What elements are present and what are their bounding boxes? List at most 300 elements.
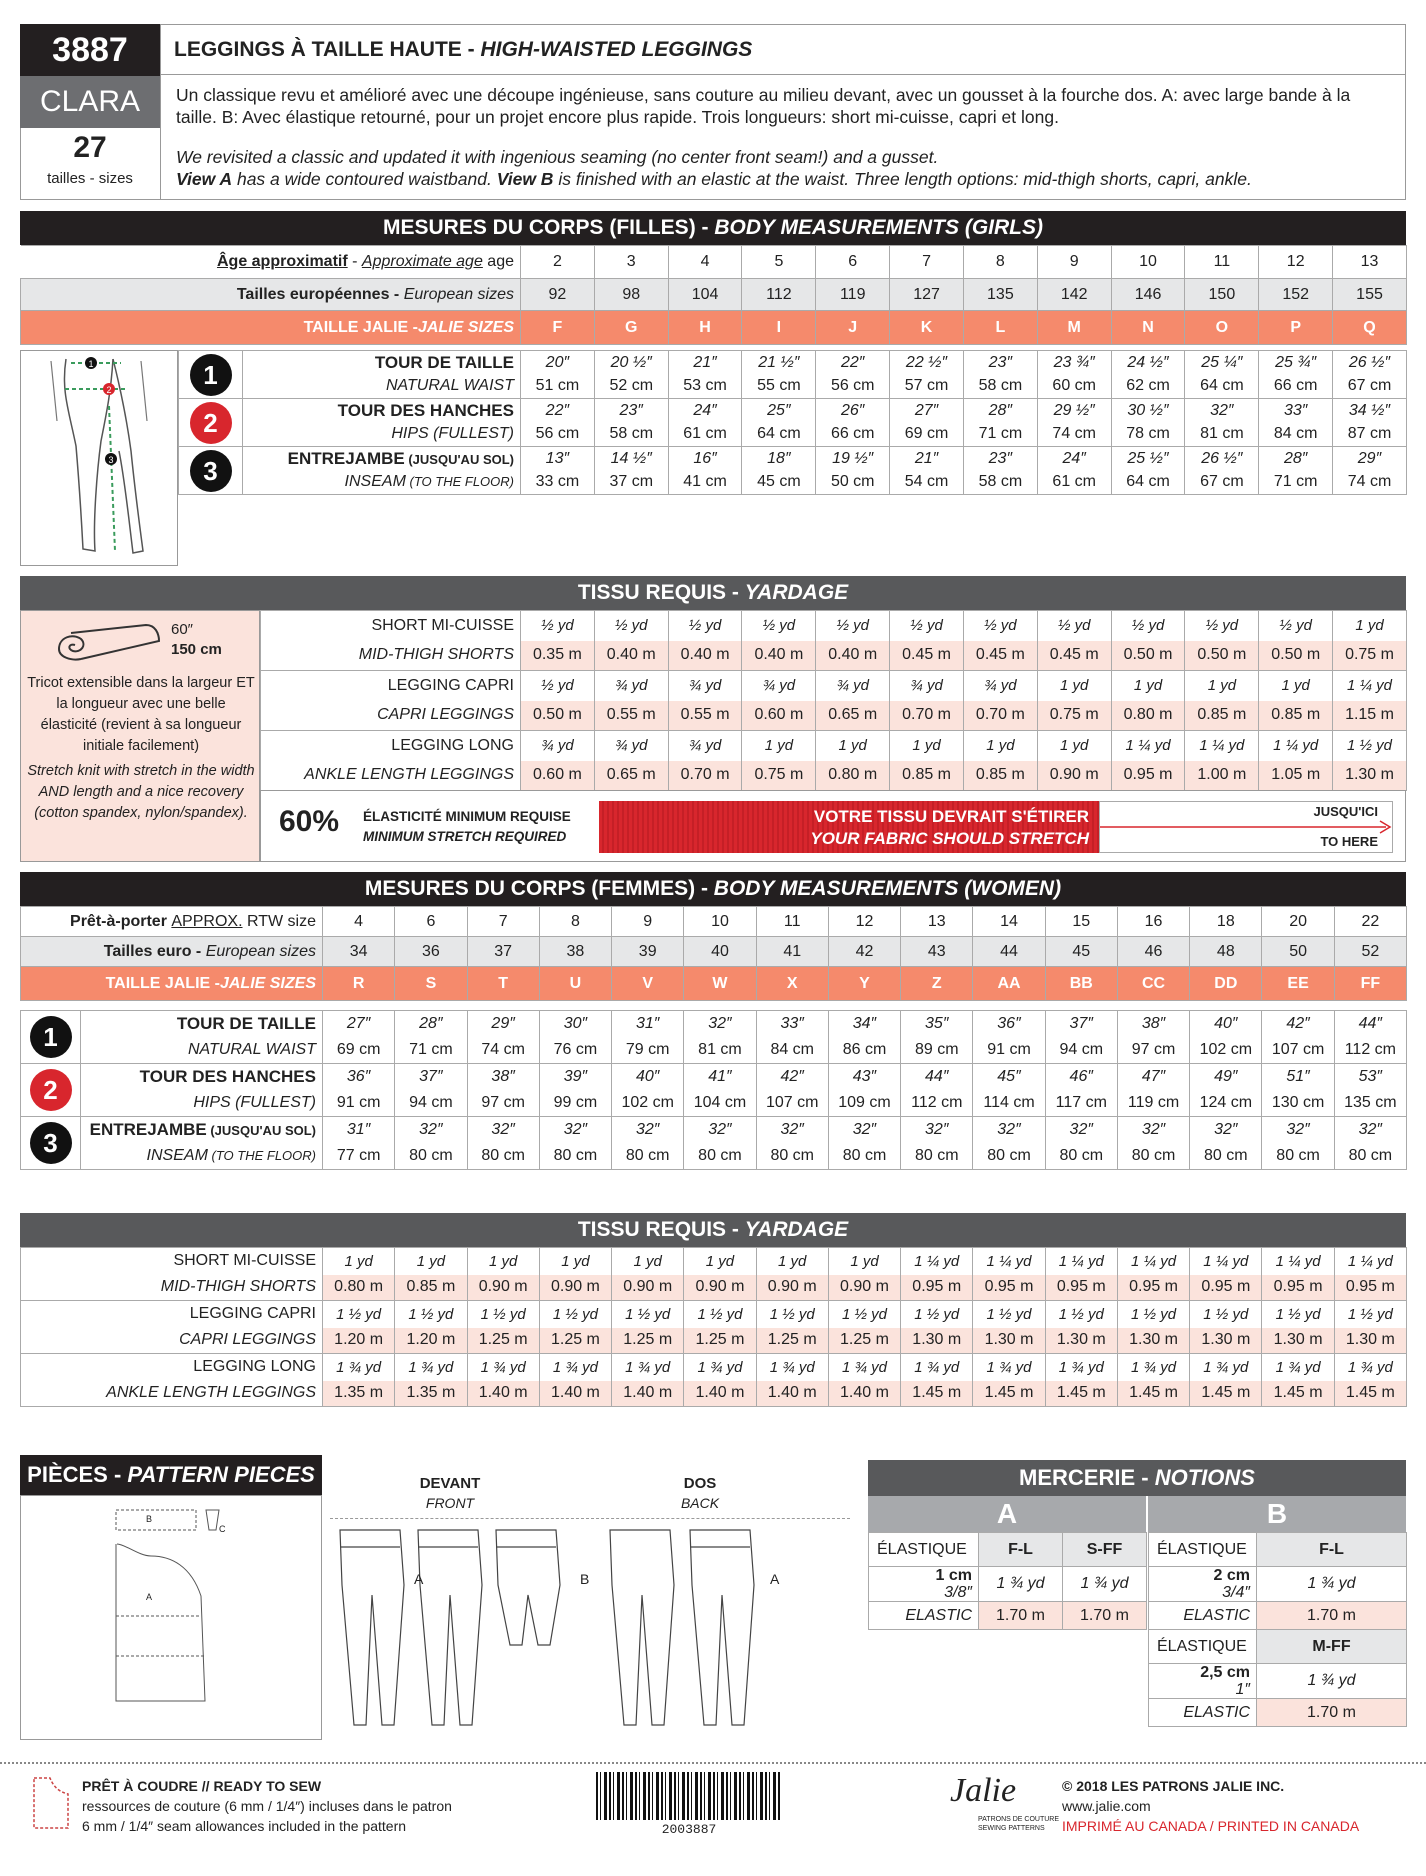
svg-text:3: 3 xyxy=(108,455,114,465)
measurement-cm: 87 cm xyxy=(1333,423,1407,447)
measurement-number-cell xyxy=(21,1064,81,1117)
jalie-size-cell: K xyxy=(890,311,964,345)
measurement-cm: 80 cm xyxy=(612,1144,684,1170)
rtw-size-cell: 14 xyxy=(973,907,1045,937)
yardage-yd: 1 yd xyxy=(612,1248,684,1275)
measurement-label-fr: TOUR DES HANCHES xyxy=(139,1067,316,1087)
measurement-label-fr-cell xyxy=(81,1064,323,1091)
yardage-yd: ½ yd xyxy=(1185,611,1259,641)
euro-size-cell: 150 xyxy=(1185,279,1259,311)
measurement-cm: 130 cm xyxy=(1262,1091,1334,1117)
measurement-cm: 58 cm xyxy=(963,471,1037,495)
pieces-title-en: PATTERN PIECES xyxy=(127,1462,315,1487)
measurement-cm: 114 cm xyxy=(973,1091,1045,1117)
measurement-inch: 14 ½″ xyxy=(594,447,668,471)
yardage-title-fr: TISSU REQUIS - xyxy=(577,581,745,604)
measurement-cm: 45 cm xyxy=(742,471,816,495)
measurement-cm: 80 cm xyxy=(1334,1144,1406,1170)
yardage-m: 1.25 m xyxy=(684,1328,756,1354)
measurement-inch: 20″ xyxy=(521,351,595,375)
yardage-m: 0.90 m xyxy=(684,1275,756,1301)
measurement-inch: 25″ xyxy=(742,399,816,423)
pattern-name: CLARA xyxy=(20,76,160,128)
elastic-width-cm: 1 cm xyxy=(935,1567,972,1584)
measurement-label-en-cell xyxy=(81,1091,323,1117)
yardage-yd: 1 ½ yd xyxy=(1190,1301,1262,1328)
measurement-row xyxy=(179,471,1407,495)
description-fr: Un classique revu et amélioré avec une découpe ingénieuse, sans couture au milieu devant, avec un gousset à la fourche dos. A: avec large bande à la taille. B: Avec élastique retourné, pour un projet encore plus rapide. Trois longueurs: short mi-cuisse, capri et long. xyxy=(176,85,1351,127)
measurement-inch: 33″ xyxy=(756,1011,828,1038)
measurement-row xyxy=(21,1011,1407,1038)
measurement-cm: 74 cm xyxy=(1037,423,1111,447)
measurement-inch: 51″ xyxy=(1262,1064,1334,1091)
measurement-label-fr: ENTREJAMBE xyxy=(89,1120,207,1140)
rtw-label-b: APPROX. xyxy=(171,912,243,930)
jalie-size-cell: J xyxy=(816,311,890,345)
yardage-title-fr: TISSU REQUIS - xyxy=(577,1218,745,1241)
measurement-cm: 107 cm xyxy=(1262,1038,1334,1064)
notions-m: 1.70 m xyxy=(1257,1699,1407,1727)
yardage-yd: 1 ½ yd xyxy=(1334,1301,1406,1328)
measurement-inch: 32″ xyxy=(612,1117,684,1144)
jalie-size-cell: I xyxy=(742,311,816,345)
measurement-inch: 34″ xyxy=(828,1011,900,1038)
measurement-cm: 67 cm xyxy=(1333,375,1407,399)
measurement-inch: 23 ¾″ xyxy=(1037,351,1111,375)
measurement-inch: 29 ½″ xyxy=(1037,399,1111,423)
yardage-m: 0.90 m xyxy=(539,1275,611,1301)
yardage-row xyxy=(261,761,1407,791)
euro-size-cell: 36 xyxy=(395,937,467,967)
notions-yd: 1 ¾ yd xyxy=(979,1567,1063,1602)
divider xyxy=(330,1518,850,1519)
yardage-label-en-cell xyxy=(21,1381,323,1407)
yardage-m: 1.30 m xyxy=(901,1328,973,1354)
yardage-yd: 1 yd xyxy=(816,731,890,761)
measurement-inch: 22″ xyxy=(816,351,890,375)
yardage-yd: 1 ¾ yd xyxy=(1045,1354,1117,1381)
measurement-inch: 37″ xyxy=(1045,1011,1117,1038)
measurement-cm: 86 cm xyxy=(828,1038,900,1064)
yardage-label-fr: SHORT MI-CUISSE xyxy=(173,1252,316,1270)
yardage-m: 1.05 m xyxy=(1259,761,1333,791)
yardage-yd: 1 ¾ yd xyxy=(539,1354,611,1381)
yardage-yd: 1 ½ yd xyxy=(901,1301,973,1328)
measurement-inch: 31″ xyxy=(612,1011,684,1038)
pattern-pieces-illustration xyxy=(21,1496,321,1739)
elastic-width-in: 3/8″ xyxy=(944,1584,972,1601)
measurement-cm: 74 cm xyxy=(1333,471,1407,495)
yardage-yd: 1 ¼ yd xyxy=(1262,1248,1334,1275)
measurement-inch: 32″ xyxy=(684,1117,756,1144)
measurement-inch: 26 ½″ xyxy=(1185,447,1259,471)
measurement-cm: 135 cm xyxy=(1334,1091,1406,1117)
measurement-label-en-note: (TO THE FLOOR) xyxy=(207,1148,316,1164)
yardage-label-en: ANKLE LENGTH LEGGINGS xyxy=(304,766,514,784)
measurement-cm: 52 cm xyxy=(594,375,668,399)
rtw-size-cell: 9 xyxy=(612,907,684,937)
measurement-cm: 71 cm xyxy=(963,423,1037,447)
yardage-yd: 1 yd xyxy=(539,1248,611,1275)
women-sizes-table xyxy=(20,906,1407,1001)
logo-subtitle-en: SEWING PATTERNS xyxy=(978,1825,1045,1832)
measurement-cm: 84 cm xyxy=(756,1038,828,1064)
yardage-yd: ¾ yd xyxy=(521,731,595,761)
measurement-cm: 80 cm xyxy=(1117,1144,1189,1170)
yardage-yd: 1 ¼ yd xyxy=(1185,731,1259,761)
measurement-cm: 69 cm xyxy=(890,423,964,447)
yardage-label-en-cell xyxy=(21,1328,323,1354)
yardage-m: 0.80 m xyxy=(1111,701,1185,731)
yardage-m: 1.35 m xyxy=(395,1381,467,1407)
ready-to-sew-fr: ressources de couture (6 mm / 1/4″) incluses dans le patron xyxy=(82,1798,452,1814)
yardage-yd: ¾ yd xyxy=(816,671,890,701)
yardage-m: 0.50 m xyxy=(1259,641,1333,671)
stretch-guide xyxy=(260,790,1406,862)
euro-size-cell: 98 xyxy=(594,279,668,311)
printed-in: IMPRIMÉ AU CANADA / PRINTED IN CANADA xyxy=(1062,1818,1360,1834)
measurement-cm: 107 cm xyxy=(756,1091,828,1117)
yardage-yd: 1 yd xyxy=(890,731,964,761)
measurement-inch: 19 ½″ xyxy=(816,447,890,471)
jalie-size-cell: FF xyxy=(1334,967,1406,1001)
yardage-m: 0.95 m xyxy=(973,1275,1045,1301)
girls-sizes-table xyxy=(20,245,1407,345)
measurement-number-cell xyxy=(179,351,243,399)
yardage-row xyxy=(261,671,1407,701)
jalie-label xyxy=(21,967,323,1001)
measurement-inch: 24″ xyxy=(668,399,742,423)
rtw-size-cell: 13 xyxy=(901,907,973,937)
stretch-bar xyxy=(599,801,1099,853)
yardage-m: 1.35 m xyxy=(323,1381,395,1407)
stretch-label-en: MINIMUM STRETCH REQUIRED xyxy=(363,829,567,844)
yardage-yd: 1 ¾ yd xyxy=(467,1354,539,1381)
yardage-m: 0.65 m xyxy=(594,761,668,791)
yardage-m: 0.45 m xyxy=(963,641,1037,671)
header-divider xyxy=(160,24,161,200)
jalie-label xyxy=(21,311,521,345)
measurement-inch: 40″ xyxy=(1190,1011,1262,1038)
yardage-yd: 1 ¼ yd xyxy=(1333,671,1407,701)
measurement-row xyxy=(21,1144,1407,1170)
yardage-yd: ½ yd xyxy=(521,611,595,641)
website-link[interactable]: www.jalie.com xyxy=(1062,1798,1151,1814)
front-label-en: FRONT xyxy=(425,1495,475,1511)
notions-yd: 1 ¾ yd xyxy=(1063,1567,1147,1602)
measurement-label-fr-note: (JUSQU'AU SOL) xyxy=(404,451,514,467)
measurement-inch: 30″ xyxy=(539,1011,611,1038)
jalie-size-cell: G xyxy=(594,311,668,345)
euro-size-cell: 50 xyxy=(1262,937,1334,967)
stretch-percent: 60% xyxy=(279,805,340,838)
jalie-size-cell: L xyxy=(963,311,1037,345)
measurement-inch: 47″ xyxy=(1117,1064,1189,1091)
euro-size-cell: 42 xyxy=(828,937,900,967)
measurement-inch: 49″ xyxy=(1190,1064,1262,1091)
elastic-width-cm: 2,5 cm xyxy=(1200,1664,1250,1681)
measurement-cm: 71 cm xyxy=(395,1038,467,1064)
jalie-label-fr: TAILLE JALIE - xyxy=(105,974,220,992)
fabric-width-cm: 150 cm xyxy=(171,641,222,658)
measurement-inch: 32″ xyxy=(684,1011,756,1038)
measurement-cm: 60 cm xyxy=(1037,375,1111,399)
measurement-cm: 84 cm xyxy=(1259,423,1333,447)
stretch-bar-fr: VOTRE TISSU DEVRAIT S'ÉTIRER xyxy=(813,807,1089,826)
jalie-size-cell: N xyxy=(1111,311,1185,345)
girls-yardage-title xyxy=(20,576,1406,610)
notions-b-table xyxy=(1148,1532,1407,1727)
rtw-size-cell: 6 xyxy=(395,907,467,937)
measurement-label-fr-note: (JUSQU'AU SOL) xyxy=(206,1123,316,1139)
measurement-inch: 32″ xyxy=(1262,1117,1334,1144)
rtw-size-cell: 12 xyxy=(828,907,900,937)
measurement-cm: 80 cm xyxy=(539,1144,611,1170)
notions-title xyxy=(868,1460,1406,1496)
yardage-label-en-cell xyxy=(21,1275,323,1301)
yardage-m: 1.40 m xyxy=(684,1381,756,1407)
jalie-size-cell: EE xyxy=(1262,967,1334,1001)
yardage-m: 1.25 m xyxy=(467,1328,539,1354)
notions-yd: 1 ¾ yd xyxy=(1257,1567,1407,1602)
measurement-label-fr-cell xyxy=(243,399,521,423)
euro-size-cell: 92 xyxy=(521,279,595,311)
measurement-cm: 102 cm xyxy=(1190,1038,1262,1064)
measurement-inch: 32″ xyxy=(1190,1117,1262,1144)
pattern-pieces-title xyxy=(20,1455,322,1495)
measurement-cm: 41 cm xyxy=(668,471,742,495)
yardage-yd: 1 yd xyxy=(1185,671,1259,701)
jalie-size-cell: CC xyxy=(1117,967,1189,1001)
measurement-inch: 27″ xyxy=(890,399,964,423)
yardage-m: 0.50 m xyxy=(1111,641,1185,671)
measurement-cm: 64 cm xyxy=(1185,375,1259,399)
age-cell: 13 xyxy=(1333,246,1407,279)
measurement-inch: 36″ xyxy=(323,1064,395,1091)
yardage-yd: 1 ¾ yd xyxy=(756,1354,828,1381)
measurement-number-cell xyxy=(21,1117,81,1170)
girls-title-fr: MESURES DU CORPS (FILLES) - xyxy=(383,216,715,239)
yardage-yd: 1 yd xyxy=(756,1248,828,1275)
yardage-yd: 1 ½ yd xyxy=(1333,731,1407,761)
measurement-inch: 29″ xyxy=(467,1011,539,1038)
measurement-cm: 80 cm xyxy=(973,1144,1045,1170)
yardage-yd: ½ yd xyxy=(521,671,595,701)
measurement-inch: 13″ xyxy=(521,447,595,471)
yardage-yd: 1 yd xyxy=(1037,671,1111,701)
yardage-label-fr-cell xyxy=(261,731,521,761)
yardage-yd: 1 yd xyxy=(1259,671,1333,701)
yardage-m: 1.30 m xyxy=(973,1328,1045,1354)
measurement-cm: 80 cm xyxy=(901,1144,973,1170)
women-yardage-title xyxy=(20,1213,1406,1247)
pattern-number: 3887 xyxy=(20,24,160,76)
yardage-m: 0.85 m xyxy=(395,1275,467,1301)
yardage-yd: 1 ¼ yd xyxy=(1259,731,1333,761)
sizes-count: 27 xyxy=(73,131,107,164)
svg-text:1: 1 xyxy=(88,359,94,369)
yardage-yd: 1 ¾ yd xyxy=(323,1354,395,1381)
rtw-size-cell: 8 xyxy=(539,907,611,937)
rtw-size-cell: 22 xyxy=(1334,907,1406,937)
euro-label-en: European sizes xyxy=(403,285,514,303)
measurement-cm: 81 cm xyxy=(1185,423,1259,447)
yardage-yd: ¾ yd xyxy=(890,671,964,701)
measurement-inch: 40″ xyxy=(612,1064,684,1091)
pieces-title-fr: PIÈCES - xyxy=(27,1462,128,1487)
measurement-inch: 31″ xyxy=(323,1117,395,1144)
measurement-row xyxy=(179,447,1407,471)
yardage-m: 0.40 m xyxy=(594,641,668,671)
measurement-inch: 44″ xyxy=(1334,1011,1406,1038)
measurement-label-fr-cell xyxy=(81,1011,323,1038)
jalie-size-cell: O xyxy=(1185,311,1259,345)
measurement-inch: 20 ½″ xyxy=(594,351,668,375)
yardage-m: 0.90 m xyxy=(756,1275,828,1301)
yardage-label-fr-cell xyxy=(21,1354,323,1381)
notions-m: 1.70 m xyxy=(1063,1602,1147,1630)
rtw-size-cell: 18 xyxy=(1190,907,1262,937)
yardage-label-fr-cell xyxy=(261,671,521,701)
measurement-cm: 80 cm xyxy=(756,1144,828,1170)
measurement-inch: 32″ xyxy=(973,1117,1045,1144)
age-cell: 7 xyxy=(890,246,964,279)
yardage-yd: 1 yd xyxy=(395,1248,467,1275)
euro-size-cell: 127 xyxy=(890,279,964,311)
measurement-cm: 56 cm xyxy=(521,423,595,447)
measurement-cm: 76 cm xyxy=(539,1038,611,1064)
euro-size-cell: 142 xyxy=(1037,279,1111,311)
measurement-cm: 78 cm xyxy=(1111,423,1185,447)
women-yardage-table xyxy=(20,1247,1407,1407)
measurement-inch: 23″ xyxy=(963,351,1037,375)
yardage-m: 0.75 m xyxy=(1333,641,1407,671)
jalie-size-cell: Y xyxy=(828,967,900,1001)
yardage-m: 1.15 m xyxy=(1333,701,1407,731)
measurement-inch: 44″ xyxy=(901,1064,973,1091)
jalie-size-cell: W xyxy=(684,967,756,1001)
jalie-size-cell: F xyxy=(521,311,595,345)
elastic-label-en: ELASTIC xyxy=(869,1602,979,1630)
measurement-cm: 97 cm xyxy=(1117,1038,1189,1064)
yardage-m: 1.30 m xyxy=(1045,1328,1117,1354)
stretch-target-fr: JUSQU'ICI xyxy=(1313,804,1378,819)
measurement-inch: 32″ xyxy=(539,1117,611,1144)
measurement-inch: 46″ xyxy=(1045,1064,1117,1091)
logo-subtitle-fr: PATRONS DE COUTURE xyxy=(978,1816,1060,1823)
jalie-size-cell: DD xyxy=(1190,967,1262,1001)
yardage-m: 0.65 m xyxy=(816,701,890,731)
title-en: HIGH-WAISTED LEGGINGS xyxy=(480,38,753,61)
yardage-row xyxy=(261,731,1407,761)
euro-size-cell: 44 xyxy=(973,937,1045,967)
euro-label-fr: Tailles euro - xyxy=(103,942,206,960)
yardage-row xyxy=(261,641,1407,671)
body-figure-box xyxy=(20,350,178,566)
measurement-label-fr-cell xyxy=(81,1117,323,1144)
notions-m: 1.70 m xyxy=(1257,1602,1407,1630)
yardage-yd: 1 ½ yd xyxy=(1262,1301,1334,1328)
yardage-yd: 1 ½ yd xyxy=(1117,1301,1189,1328)
measurement-cm: 58 cm xyxy=(594,423,668,447)
elastic-width xyxy=(1149,1567,1257,1602)
measurement-inch: 24″ xyxy=(1037,447,1111,471)
measurement-cm: 80 cm xyxy=(828,1144,900,1170)
yardage-yd: 1 ¼ yd xyxy=(1045,1248,1117,1275)
jalie-size-cell: AA xyxy=(973,967,1045,1001)
yardage-m: 1.30 m xyxy=(1333,761,1407,791)
yardage-yd: ½ yd xyxy=(594,611,668,641)
elastic-width xyxy=(1149,1664,1257,1699)
yardage-yd: 1 ¾ yd xyxy=(684,1354,756,1381)
measurement-cm: 37 cm xyxy=(594,471,668,495)
front-label-fr: DEVANT xyxy=(419,1475,481,1492)
yardage-row xyxy=(21,1354,1407,1381)
elastic-label-fr: ÉLASTIQUE xyxy=(869,1533,979,1567)
measurement-label-en: INSEAM xyxy=(344,473,406,491)
notions-size-sff: S-FF xyxy=(1063,1533,1147,1567)
yardage-yd: ¾ yd xyxy=(594,671,668,701)
yardage-yd: 1 ¾ yd xyxy=(901,1354,973,1381)
yardage-yd: 1 ¼ yd xyxy=(901,1248,973,1275)
age-cell: 12 xyxy=(1259,246,1333,279)
yardage-row xyxy=(21,1328,1407,1354)
measurement-cm: 80 cm xyxy=(467,1144,539,1170)
copyright: © 2018 LES PATRONS JALIE INC. xyxy=(1062,1778,1285,1794)
yardage-row xyxy=(261,611,1407,641)
yardage-m: 0.95 m xyxy=(1045,1275,1117,1301)
yardage-m: 0.90 m xyxy=(612,1275,684,1301)
yardage-yd: 1 ¼ yd xyxy=(1334,1248,1406,1275)
measurement-inch: 37″ xyxy=(395,1064,467,1091)
desc-en-line1: We revisited a classic and updated it with ingenious seaming (no center front seam!) and a gusset. xyxy=(176,147,939,167)
yardage-m: 0.70 m xyxy=(963,701,1037,731)
description-en xyxy=(176,146,1396,190)
yardage-m: 1.20 m xyxy=(395,1328,467,1354)
yardage-m: 0.85 m xyxy=(1185,701,1259,731)
measurement-label-en-note: (TO THE FLOOR) xyxy=(405,474,514,490)
jalie-size-cell: U xyxy=(539,967,611,1001)
rtw-size-cell: 11 xyxy=(756,907,828,937)
measurement-cm: 50 cm xyxy=(816,471,890,495)
stretch-target xyxy=(1099,801,1393,853)
yardage-yd: 1 yd xyxy=(963,731,1037,761)
measurement-inch: 32″ xyxy=(1334,1117,1406,1144)
girls-measurements-table xyxy=(178,350,1407,495)
rtw-label-c: RTW size xyxy=(242,912,316,930)
yardage-m: 0.95 m xyxy=(1117,1275,1189,1301)
measurement-cm: 62 cm xyxy=(1111,375,1185,399)
rtw-size-cell: 15 xyxy=(1045,907,1117,937)
measurement-label-en: HIPS (FULLEST) xyxy=(193,1094,316,1112)
euro-size-cell: 146 xyxy=(1111,279,1185,311)
footer-divider xyxy=(0,1762,1426,1764)
euro-label-en: European sizes xyxy=(205,942,316,960)
measurement-cm: 80 cm xyxy=(395,1144,467,1170)
yardage-m: 0.50 m xyxy=(521,701,595,731)
measurement-inch: 16″ xyxy=(668,447,742,471)
measurement-cm: 61 cm xyxy=(1037,471,1111,495)
age-cell: 9 xyxy=(1037,246,1111,279)
measurement-inch: 32″ xyxy=(1045,1117,1117,1144)
notions-view-b: B xyxy=(1148,1496,1406,1532)
yardage-label-fr: LEGGING LONG xyxy=(193,1358,316,1376)
svg-text:2: 2 xyxy=(106,385,112,395)
yardage-m: 1.30 m xyxy=(1117,1328,1189,1354)
yardage-yd: 1 ¼ yd xyxy=(1111,731,1185,761)
yardage-yd: 1 ¾ yd xyxy=(973,1354,1045,1381)
number-3-badge: 3 xyxy=(30,1122,72,1164)
